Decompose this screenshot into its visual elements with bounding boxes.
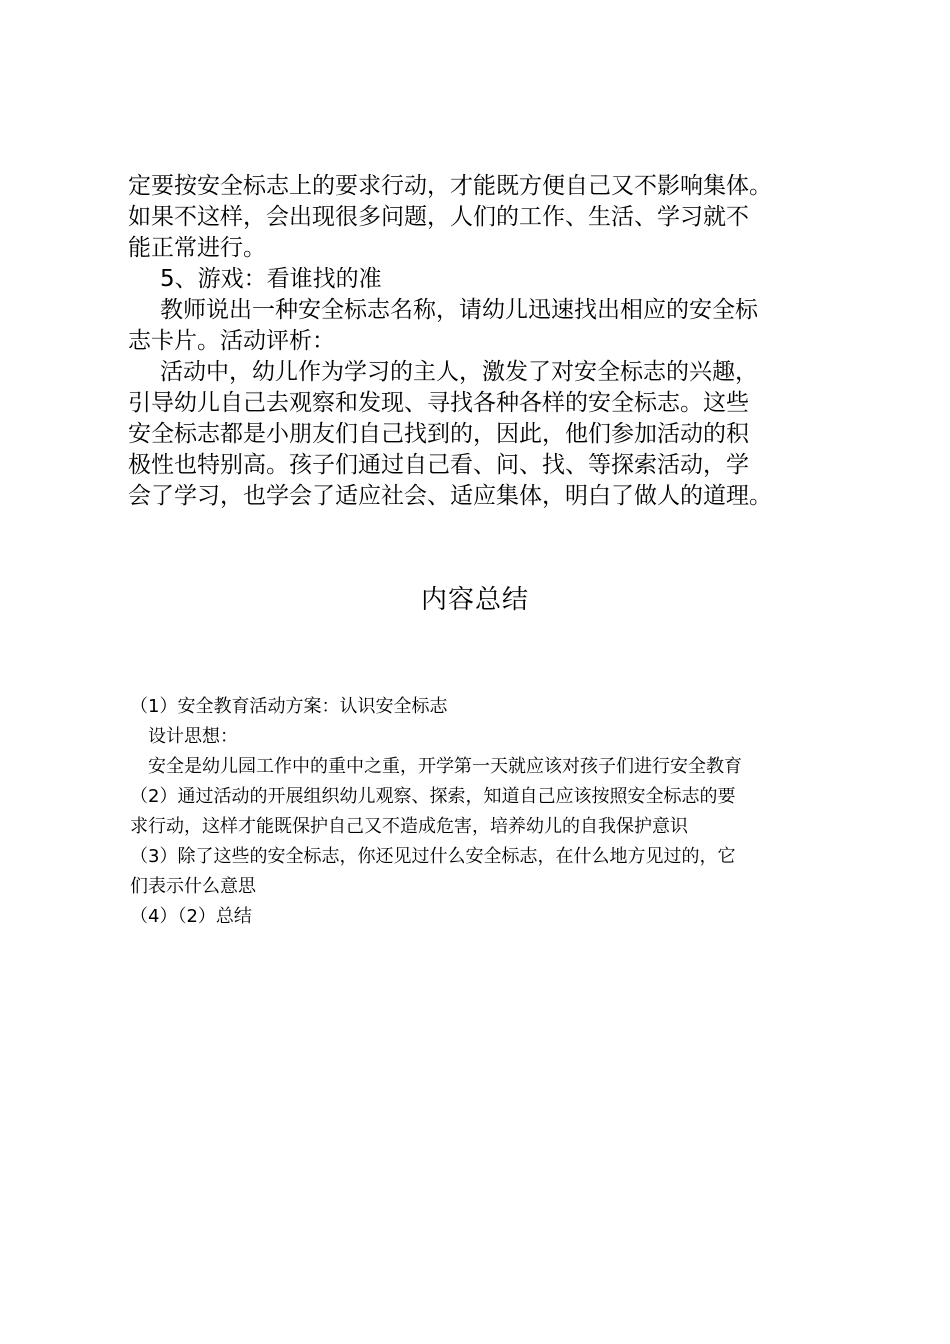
body-line: 安全标志都是小朋友们自己找到的，因此，他们参加活动的积 — [128, 421, 749, 447]
summary-line: （1）安全教育活动方案：认识安全标志 — [130, 696, 448, 717]
body-line: 教师说出一种安全标志名称，请幼儿迅速找出相应的安全标 — [160, 297, 758, 323]
body-text — [128, 171, 840, 512]
body-line: 活动中，幼儿作为学习的主人，激发了对安全标志的兴趣， — [160, 359, 758, 385]
summary-line: 们表示什么意思 — [130, 876, 256, 897]
body-line: 志卡片。活动评析： — [128, 328, 335, 354]
body-line: 极性也特别高。孩子们通过自己看、问、找、等探索活动，学 — [128, 452, 749, 478]
body-line: 会了学习，也学会了适应社会、适应集体，明白了做人的道理。 — [128, 483, 772, 509]
body-line: 如果不这样，会出现很多问题，人们的工作、生活、学习就不 — [128, 204, 749, 230]
body-line: 定要按安全标志上的要求行动，才能既方便自己又不影响集体。 — [128, 173, 772, 199]
body-line-game-heading: 5、游戏：看谁找的准 — [160, 266, 382, 292]
body-line: 引导幼儿自己去观察和发现、寻找各种各样的安全标志。这些 — [128, 390, 749, 416]
summary-title: 内容总结 — [420, 585, 529, 615]
summary-line: 求行动，这样才能既保护自己又不造成危害，培养幼儿的自我保护意识 — [130, 816, 688, 837]
summary-line: 设计思想： — [148, 726, 238, 747]
summary-line: （2）通过活动的开展组织幼儿观察、探索，知道自己应该按照安全标志的要 — [130, 786, 736, 807]
summary-line: （4）（2）总结 — [130, 906, 252, 927]
summary-section — [130, 692, 842, 932]
summary-line: 安全是幼儿园工作中的重中之重，开学第一天就应该对孩子们进行安全教育 — [148, 756, 742, 777]
summary-line: （3）除了这些的安全标志，你还见过什么安全标志，在什么地方见过的，它 — [130, 846, 736, 867]
body-line: 能正常进行。 — [128, 235, 266, 261]
